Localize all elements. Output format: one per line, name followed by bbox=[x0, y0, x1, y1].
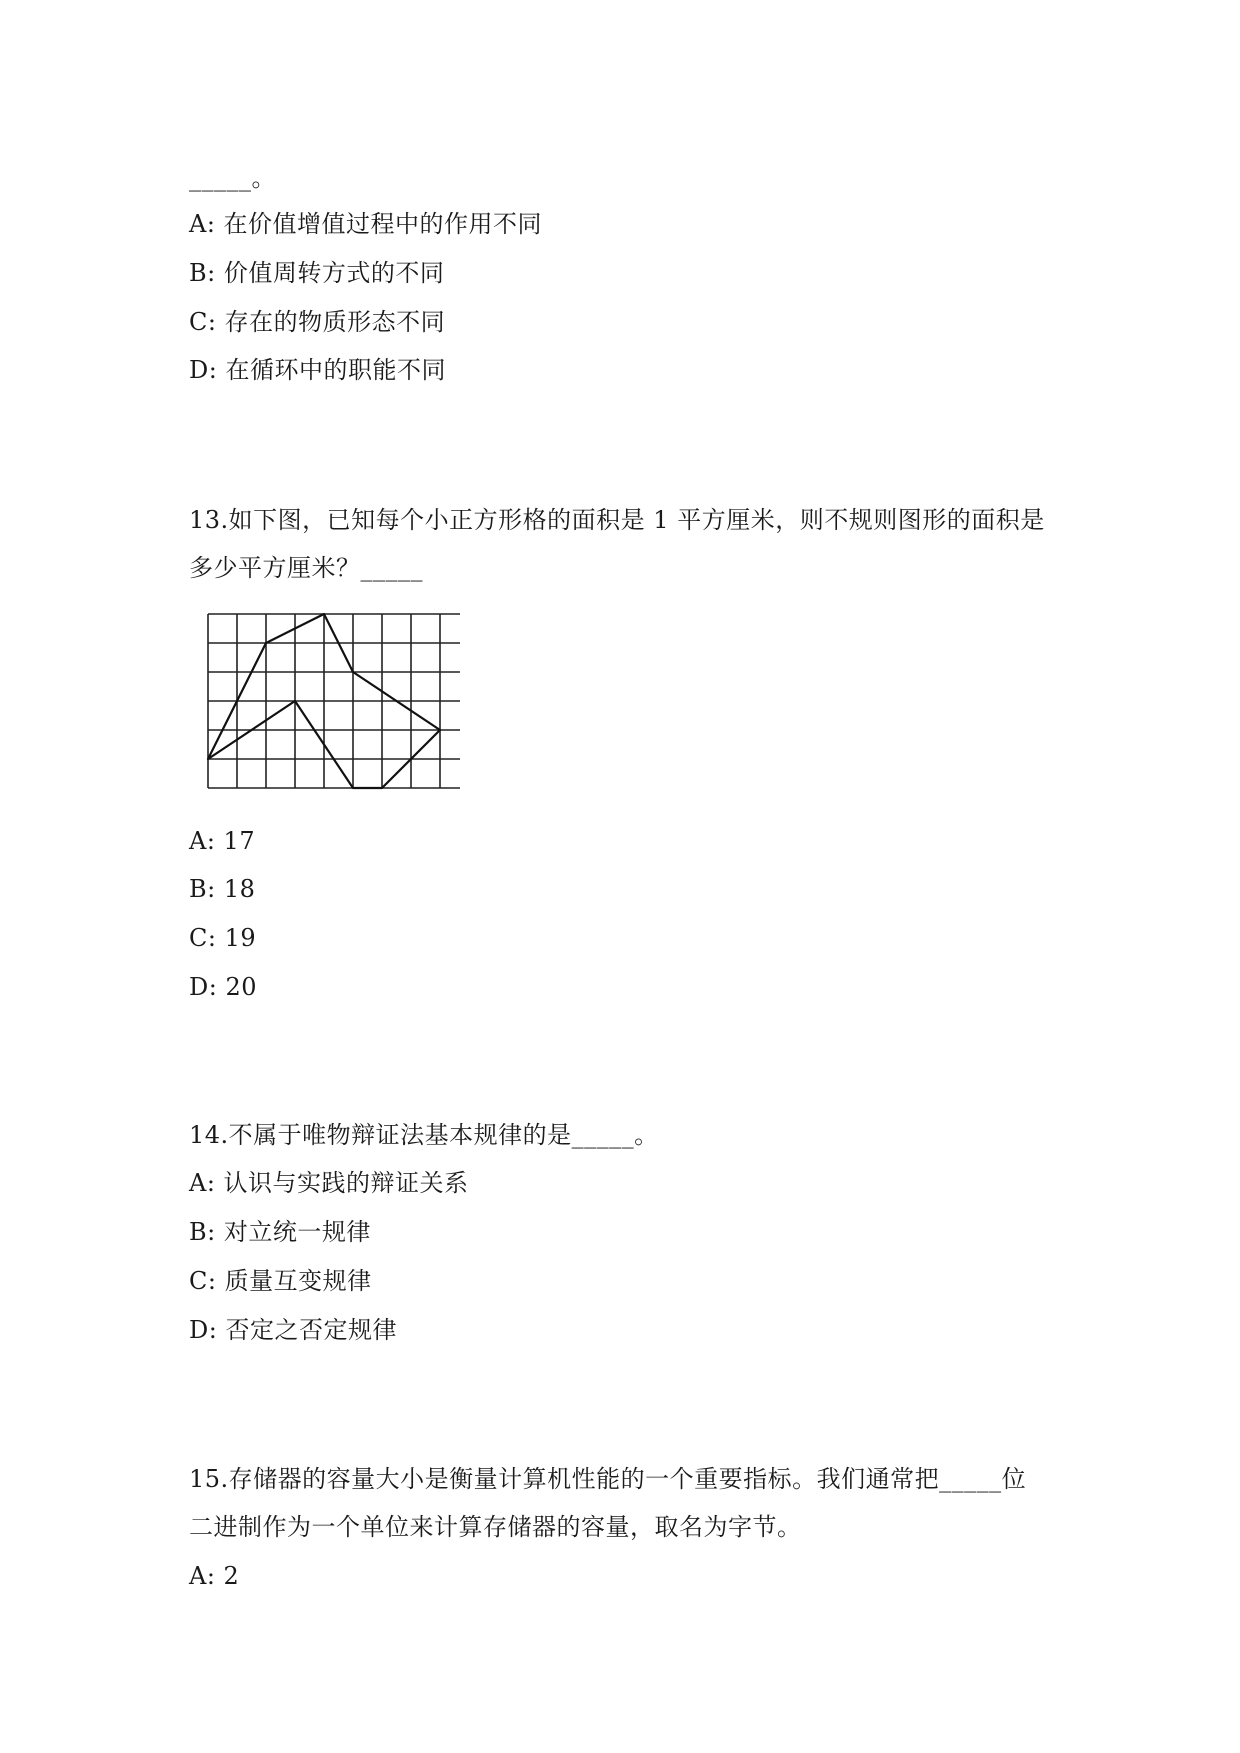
q15-stem-line1: 15.存储器的容量大小是衡量计算机性能的一个重要指标。我们通常把_____位 bbox=[189, 1465, 1027, 1493]
q13-option-b: B: 18 bbox=[189, 875, 256, 903]
q13-option-a: A: 17 bbox=[189, 827, 256, 855]
q12-option-c: C: 存在的物质形态不同 bbox=[189, 308, 446, 336]
q14-stem: 14.不属于唯物辩证法基本规律的是_____。 bbox=[189, 1121, 659, 1149]
q12-option-d: D: 在循环中的职能不同 bbox=[189, 356, 446, 384]
q14-option-b: B: 对立统一规律 bbox=[189, 1218, 371, 1246]
q12-stem-tail: _____。 bbox=[189, 164, 276, 192]
q14-option-c: C: 质量互变规律 bbox=[189, 1267, 372, 1295]
q15-stem-line2: 二进制作为一个单位来计算存储器的容量，取名为字节。 bbox=[189, 1513, 802, 1541]
grid-figure bbox=[200, 606, 460, 796]
q13-option-d: D: 20 bbox=[189, 973, 257, 1001]
q13-stem-line1: 13.如下图，已知每个小正方形格的面积是 1 平方厘米，则不规则图形的面积是 bbox=[189, 506, 1045, 534]
q14-option-a: A: 认识与实践的辩证关系 bbox=[189, 1169, 469, 1197]
q13-option-c: C: 19 bbox=[189, 924, 257, 952]
q14-option-d: D: 否定之否定规律 bbox=[189, 1316, 397, 1344]
q15-option-a: A: 2 bbox=[189, 1562, 240, 1590]
q12-option-a: A: 在价值增值过程中的作用不同 bbox=[189, 210, 543, 238]
q12-option-b: B: 价值周转方式的不同 bbox=[189, 259, 445, 287]
q13-stem-line2: 多少平方厘米？_____ bbox=[189, 554, 423, 582]
